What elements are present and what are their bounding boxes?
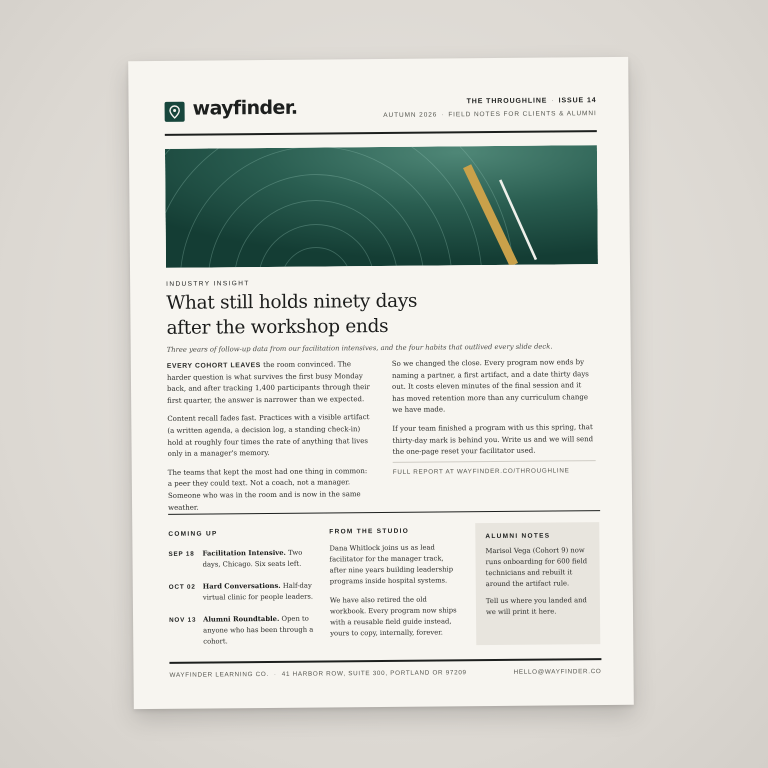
article-paragraph: So we changed the close. Every program now ends by naming a partner, a first artifact, and a date thirty days out. It costs eleven minutes of the final session and it has moved retention more than any curriculum change we have made.: [391, 358, 589, 415]
masthead: [165, 97, 597, 133]
event-description: Open to anyone who has been through a cohort.: [203, 614, 314, 646]
map-pin-icon: [165, 102, 185, 122]
footer-email[interactable]: HELLO@WAYFINDER.CO: [513, 668, 602, 676]
studio-label: FROM THE STUDIO: [329, 527, 410, 536]
event-name: Hard Conversations.: [202, 581, 281, 591]
brand-wordmark: wayfinder.: [192, 96, 298, 120]
article-dek: Three years of follow-up data from our facilitation intensives, and the four habits that outlived every slide deck.: [166, 342, 553, 354]
article-headline: What still holds ninety days after the workshop ends: [166, 290, 418, 339]
publication-name: THE THROUGHLINE: [466, 97, 548, 106]
studio-paragraph: Dana Whitlock joins us as lead facilitator for the manager track, after nine years building leadership programs inside hospital systems.: [329, 543, 454, 586]
event-date: SEP 18: [168, 550, 195, 558]
newsletter-page: [128, 57, 634, 709]
alumni-label: ALUMNI NOTES: [485, 532, 551, 541]
alumni-paragraph: Marisol Vega (Cohort 9) now runs onboarding for 600 field technicians and rebuilt it around the artifact rule.: [485, 546, 588, 589]
article-kicker: INDUSTRY INSIGHT: [166, 280, 250, 288]
coming-up-label: COMING UP: [168, 530, 218, 538]
page-content: [164, 57, 602, 709]
page-footer: WAYFINDER LEARNING CO. · 41 HARBOR ROW, SUITE 300, PORTLAND OR 97209 HELLO@WAYFINDER.CO: [169, 668, 602, 679]
issue-season: AUTUMN 2026: [383, 111, 438, 119]
event-description: Half-day virtual clinic for people leaders.: [202, 581, 314, 602]
event-name: Alumni Roundtable.: [203, 614, 280, 624]
article-paragraph: If your team finished a program with us this spring, that thirty-day mark is behind you. Write us and we will send the one-page reset your facilitator used.: [392, 423, 594, 457]
from-the-studio-section: [329, 527, 460, 639]
article-column-2: [392, 357, 596, 466]
footer-address: 41 HARBOR ROW, SUITE 300, PORTLAND OR 97209: [281, 669, 467, 678]
publication-tagline: FIELD NOTES FOR CLIENTS & ALUMNI: [448, 110, 597, 119]
issue-info: THE THROUGHLINE · ISSUE 14 AUTUMN 2026 · FIELD NOTES FOR CLIENTS & ALUMNI: [383, 97, 597, 119]
article-paragraph: The teams that kept the most had one thing in common: a peer they could text. Not a coach, not a manager. Someone who was in the room and is now in the same weather.: [167, 466, 368, 512]
event-item: [168, 548, 313, 571]
footer-company: WAYFINDER LEARNING CO.: [169, 670, 269, 679]
studio-paragraph: We have also retired the old workbook. Every program now ships with a reusable field guide instead, yours to copy, internally, forever.: [329, 595, 457, 638]
article-column-1: [167, 359, 371, 521]
article-lead-in: EVERY COHORT LEAVES: [166, 362, 261, 370]
issue-number: ISSUE 14: [558, 97, 597, 105]
footer-rule: [169, 658, 601, 664]
coming-up-section: [168, 530, 314, 648]
event-description: Two days, Chicago. Six seats left.: [202, 548, 303, 569]
article-paragraph: Content recall fades fast. Practices with a visible artifact (a written agenda, a decision log, a standing check-in) hold at roughly four times the rate of anything that lives only in a manager's memory.: [167, 413, 370, 459]
hero-image: [165, 145, 598, 268]
event-item: [169, 614, 314, 648]
event-name: Facilitation Intensive.: [202, 548, 286, 558]
article-paragraph: EVERY COHORT LEAVES the room convinced. The harder question is what survives the first busy Monday back, and after tracking 1,400 participants through their first quarter, the answer is narrower than we expected.: [166, 360, 370, 405]
event-item: [169, 581, 314, 604]
alumni-paragraph: Tell us where you landed and we will print it here.: [485, 596, 587, 617]
event-date: NOV 13: [169, 616, 197, 624]
event-date: OCT 02: [168, 583, 196, 591]
alumni-notes-panel: [475, 522, 600, 645]
full-report-link[interactable]: FULL REPORT AT WAYFINDER.CO/THROUGHLINE: [392, 467, 570, 476]
